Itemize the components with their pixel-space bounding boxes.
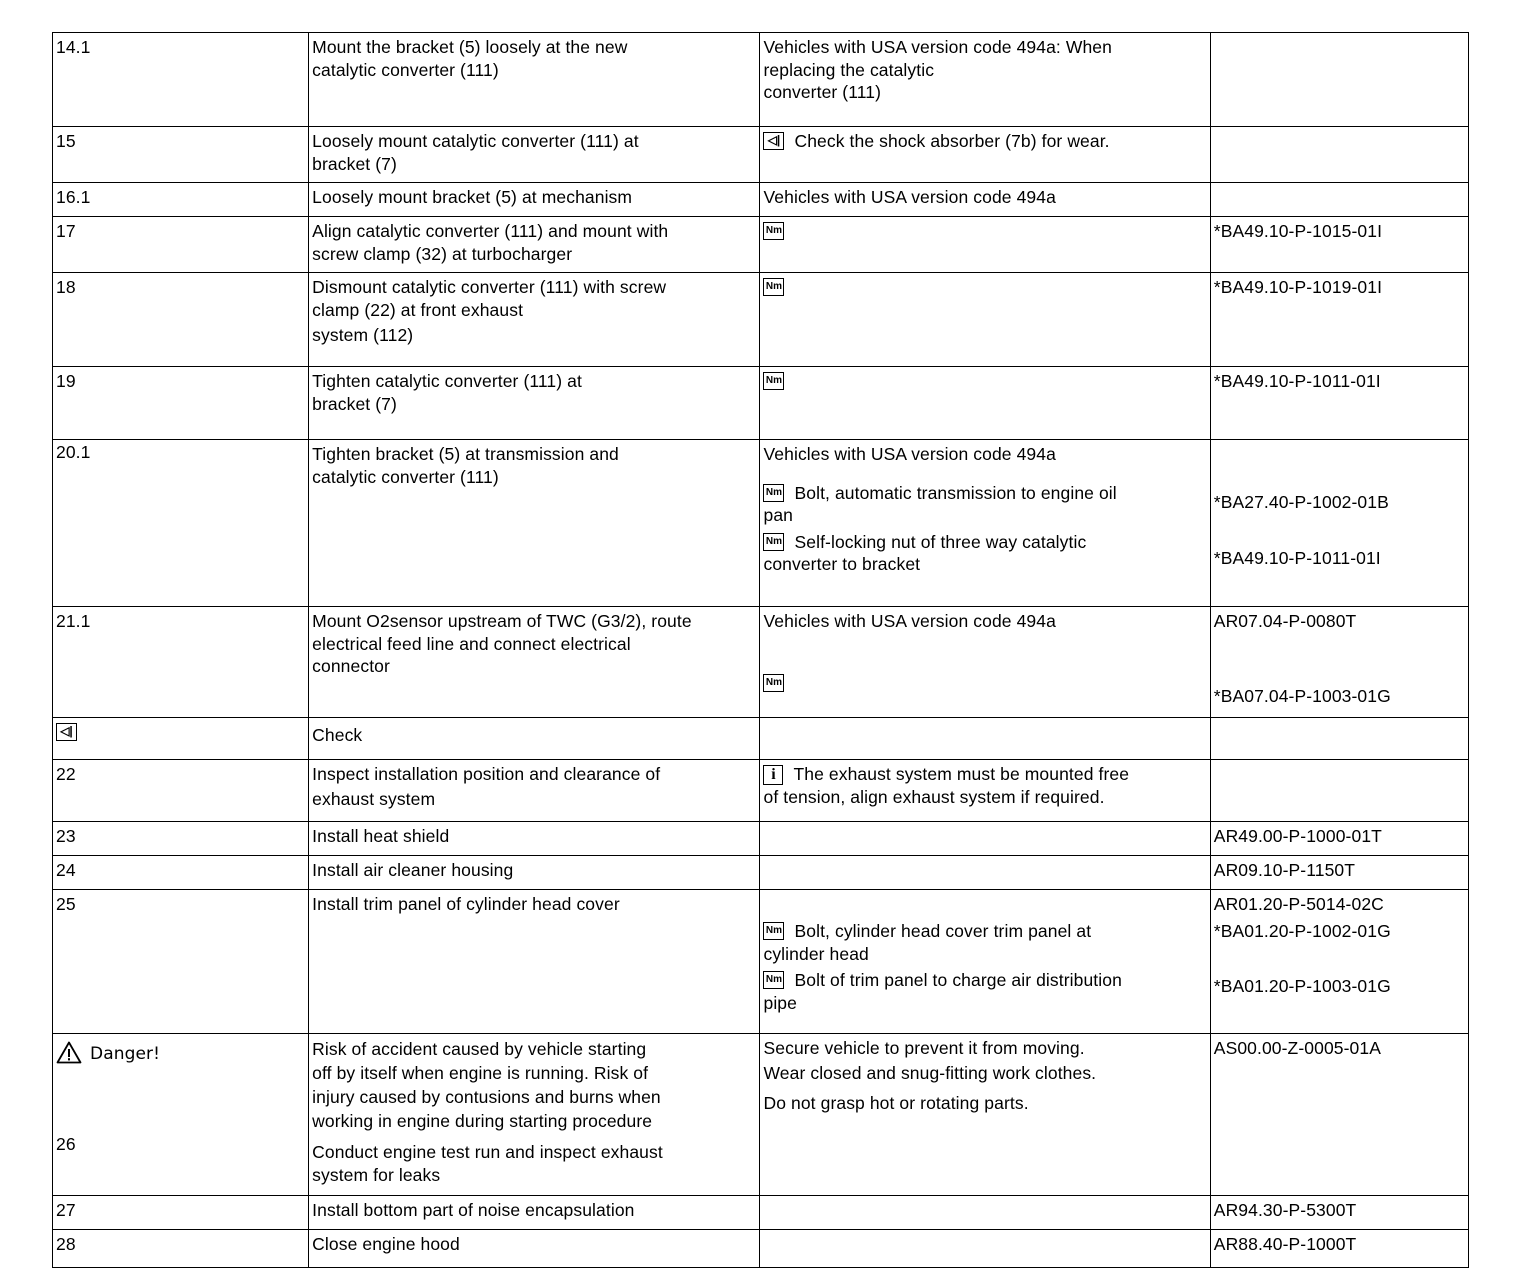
step-number: 28 <box>53 1230 309 1268</box>
table-row <box>53 1230 1469 1268</box>
danger-label: Danger! <box>56 1040 304 1064</box>
reference-code: AR07.04-P-0080T *BA07.04-P-1003-01G <box>1210 607 1468 718</box>
notes-text: i The exhaust system must be mounted free of tension, align exhaust system if required. <box>760 760 1210 822</box>
reference-code <box>1210 760 1468 822</box>
table-row <box>53 273 1469 367</box>
warning-triangle-icon <box>56 1041 82 1064</box>
table-row <box>53 1196 1469 1230</box>
table-row <box>53 822 1469 856</box>
action-text: Close engine hood <box>309 1230 760 1268</box>
reference-code <box>1210 183 1468 217</box>
table-row <box>53 856 1469 890</box>
info-icon: i <box>763 765 783 785</box>
reference-code: AS00.00-Z-0005-01A <box>1210 1034 1468 1196</box>
notes-text: Vehicles with USA version code 494a Nm Bolt, automatic transmission to engine oil pan Nm Self-locking nut of three way catalytic converter to bracket <box>760 440 1210 607</box>
step-number: Danger! 26 <box>53 1034 309 1196</box>
step-number: 17 <box>53 217 309 273</box>
step-icon-cell <box>53 718 309 760</box>
action-text: Mount O2sensor upstream of TWC (G3/2), route electrical feed line and connect electrical connector <box>309 607 760 718</box>
notes-text <box>760 273 1210 367</box>
table-row <box>53 440 1469 607</box>
torque-nm-icon: Nm <box>763 278 784 296</box>
torque-nm-icon: Nm <box>763 922 784 940</box>
table-row <box>53 183 1469 217</box>
reference-code: AR09.10-P-1150T <box>1210 856 1468 890</box>
action-text: Risk of accident caused by vehicle starting off by itself when engine is running. Risk of injury caused by contusions and burns when working in engine during starting procedure Conduct engine test run and inspect exhaust system for leaks <box>309 1034 760 1196</box>
action-text: Loosely mount catalytic converter (111) at bracket (7) <box>309 127 760 183</box>
table-row <box>53 607 1469 718</box>
torque-nm-icon: Nm <box>763 971 784 989</box>
step-number: 16.1 <box>53 183 309 217</box>
action-text: Install air cleaner housing <box>309 856 760 890</box>
torque-note: Nm Self-locking nut of three way catalytic converter to bracket <box>763 531 1087 574</box>
action-text: Tighten catalytic converter (111) at bracket (7) <box>309 367 760 440</box>
action-text: Tighten bracket (5) at transmission and catalytic converter (111) <box>309 440 760 607</box>
procedure-table <box>52 32 1469 1268</box>
step-number: 14.1 <box>53 33 309 127</box>
torque-note: Nm Bolt of trim panel to charge air distribution pipe <box>763 970 1122 1013</box>
notes-text <box>760 1196 1210 1230</box>
table-row <box>53 718 1469 760</box>
notes-text <box>760 217 1210 273</box>
action-text: Install heat shield <box>309 822 760 856</box>
table-row <box>53 127 1469 183</box>
step-number: 18 <box>53 273 309 367</box>
notes-text <box>760 856 1210 890</box>
step-number: 15 <box>53 127 309 183</box>
notes-text: Vehicles with USA version code 494a <box>760 183 1210 217</box>
table-row <box>53 367 1469 440</box>
reference-code: AR94.30-P-5300T <box>1210 1196 1468 1230</box>
reference-code: *BA27.40-P-1002-01B *BA49.10-P-1011-01I <box>1210 440 1468 607</box>
table-row <box>53 1034 1469 1196</box>
step-number: 22 <box>53 760 309 822</box>
step-number: 23 <box>53 822 309 856</box>
step-number: 24 <box>53 856 309 890</box>
notes-text <box>760 1230 1210 1268</box>
reference-code: *BA49.10-P-1019-01I <box>1210 273 1468 367</box>
check-icon: ◁| <box>763 132 784 150</box>
reference-code <box>1210 33 1468 127</box>
reference-code <box>1210 127 1468 183</box>
step-number: 27 <box>53 1196 309 1230</box>
reference-code: AR01.20-P-5014-02C *BA01.20-P-1002-01G *BA01.20-P-1003-01G <box>1210 890 1468 1034</box>
notes-text: Vehicles with USA version code 494a: When replacing the catalytic converter (111) <box>760 33 1210 127</box>
table-row <box>53 890 1469 1034</box>
notes-text <box>760 822 1210 856</box>
torque-nm-icon: Nm <box>763 484 784 502</box>
action-text: Install bottom part of noise encapsulation <box>309 1196 760 1230</box>
reference-code: AR49.00-P-1000-01T <box>1210 822 1468 856</box>
action-text: Dismount catalytic converter (111) with screw clamp (22) at front exhaust system (112) <box>309 273 760 367</box>
step-number: 20.1 <box>53 440 309 607</box>
action-text: Check <box>309 718 760 760</box>
table-row <box>53 33 1469 127</box>
step-number: 19 <box>53 367 309 440</box>
step-number: 21.1 <box>53 607 309 718</box>
notes-text: Vehicles with USA version code 494a Nm <box>760 607 1210 718</box>
torque-note: Nm Bolt, automatic transmission to engine oil pan <box>763 482 1117 525</box>
action-text: Mount the bracket (5) loosely at the new catalytic converter (111) <box>309 33 760 127</box>
action-text: Install trim panel of cylinder head cover <box>309 890 760 1034</box>
reference-code: *BA49.10-P-1015-01I <box>1210 217 1468 273</box>
torque-nm-icon: Nm <box>763 674 784 692</box>
action-text: Inspect installation position and clearance of exhaust system <box>309 760 760 822</box>
action-text: Loosely mount bracket (5) at mechanism <box>309 183 760 217</box>
check-icon: ◁| <box>56 723 77 741</box>
torque-note: Nm Bolt, cylinder head cover trim panel at cylinder head <box>763 921 1092 964</box>
notes-text: Secure vehicle to prevent it from moving. Wear closed and snug-fitting work clothes. Do not grasp hot or rotating parts. <box>760 1034 1210 1196</box>
notes-text: ◁| Check the shock absorber (7b) for wear. <box>760 127 1210 183</box>
step-number: 25 <box>53 890 309 1034</box>
danger-text: Risk of accident caused by vehicle starting off by itself when engine is running. Risk of injury caused by contusions and burns when working in engine during starting procedure <box>312 1039 661 1131</box>
reference-code: *BA49.10-P-1011-01I <box>1210 367 1468 440</box>
table-row <box>53 217 1469 273</box>
table-row <box>53 760 1469 822</box>
notes-text <box>760 718 1210 760</box>
notes-text <box>760 890 1210 1034</box>
torque-nm-icon: Nm <box>763 372 784 390</box>
torque-nm-icon: Nm <box>763 533 784 551</box>
notes-text <box>760 367 1210 440</box>
action-text: Align catalytic converter (111) and mount with screw clamp (32) at turbocharger <box>309 217 760 273</box>
reference-code <box>1210 718 1468 760</box>
reference-code: AR88.40-P-1000T <box>1210 1230 1468 1268</box>
torque-nm-icon: Nm <box>763 222 784 240</box>
